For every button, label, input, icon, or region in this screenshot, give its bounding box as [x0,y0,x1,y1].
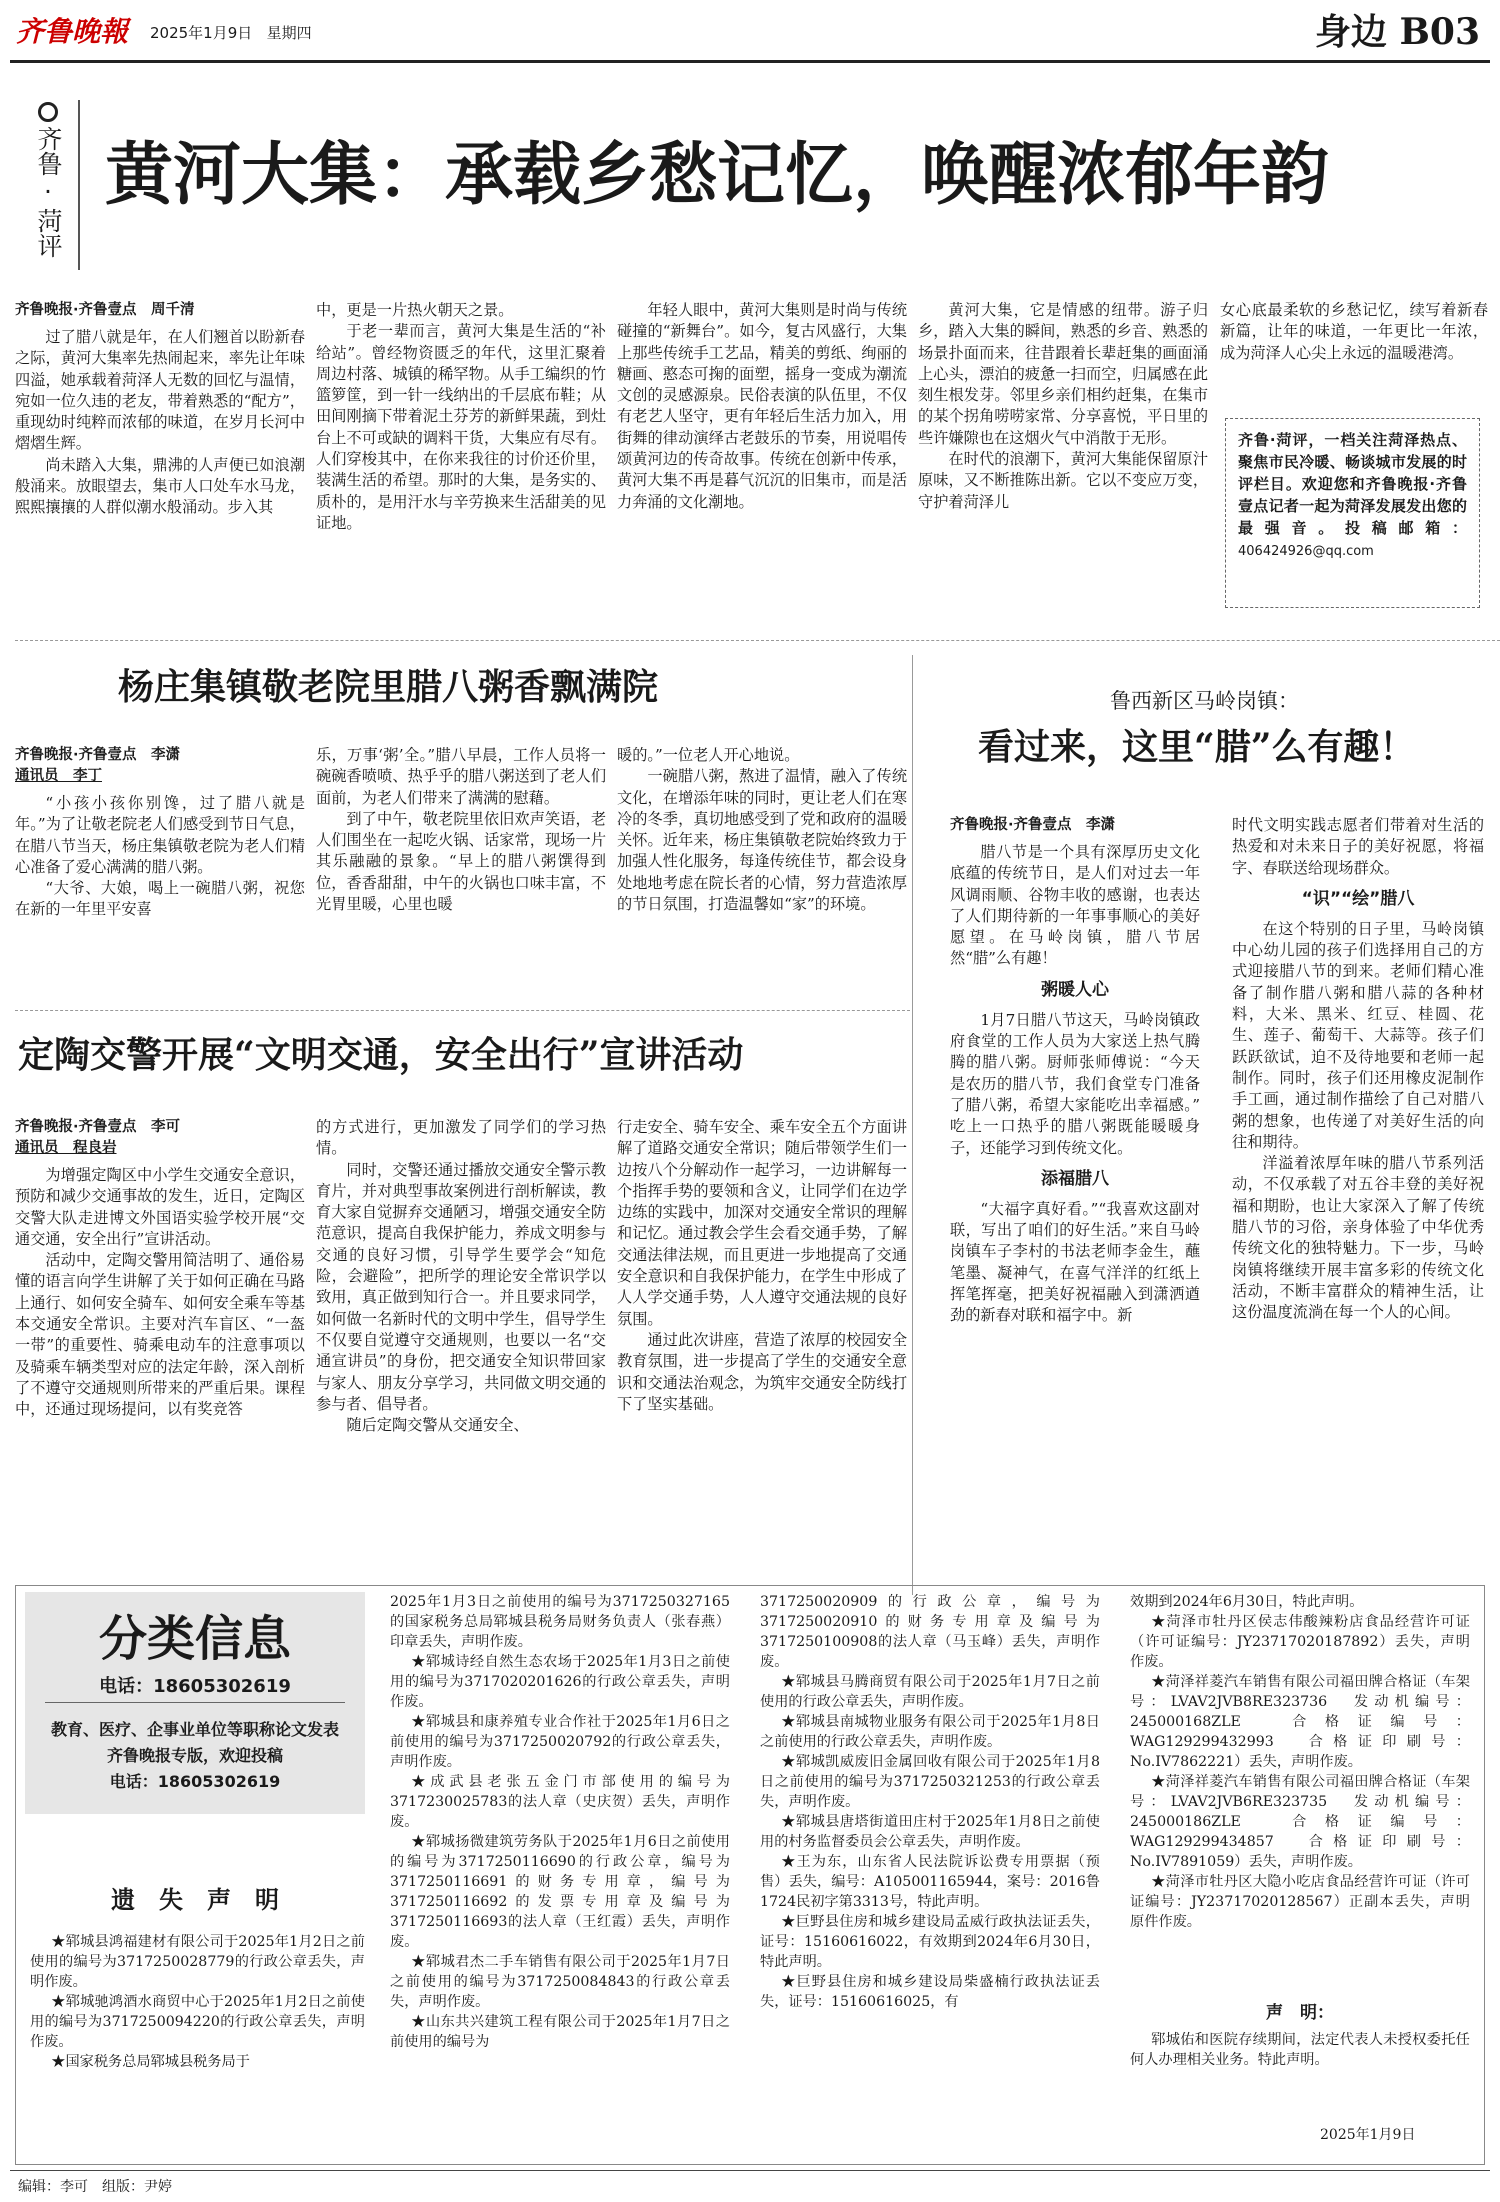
lost-notice-title: 遗 失 声 明 [111,1886,279,1914]
art2-col3 [617,745,907,990]
notice: 效期到2024年6月30日，特此声明。 [1130,1594,1364,1610]
notice: ★郓城县马腾商贸有限公司于2025年1月7日之前使用的行政公章丢失，声明作废。 [760,1674,1100,1710]
notice: ★菏泽祥菱汽车销售有限公司福田牌合格证（车架号：LVAV2JVB8RE323736 发动机编号：245000168ZLE 合格证编号：WAG129299432993 合格证印刷号：No.IV7862221）丢失，声明作废。 [1130,1674,1470,1770]
paragraph: 活动中，定陶交警用简洁明了、通俗易懂的语言向学生讲解了关于如何正确在马路上通行、如何安全骑车、如何安全乘车等基本交通安全常识。主要对汽车盲区、“一盔一带”的重要性、骑乘电动车的注意事项以及骑乘车辆类型对应的法定年龄，深入剖析了不遵守交通规则所带来的严重后果。课程中，还通过现场提问，以有奖竞答 [15,1251,305,1419]
tag-circle-icon [38,102,58,122]
paragraph: 过了腊八就是年，在人们翘首以盼新春之际，黄河大集率先热闹起来，率先让年味四溢，她承载着菏泽人无数的回忆与温情，宛如一位久违的老友，带着熟悉的“配方”，重现幼时纯粹而浓郁的味道，在岁月长河中熠熠生辉。 [15,328,305,453]
notice: ★郓城县鸿福建材有限公司于2025年1月2日之前使用的编号为3717250028779的行政公章丢失，声明作废。 [30,1934,365,1990]
column-tag [28,102,68,258]
art3-col1 [15,1117,305,1587]
paragraph: 暖的。”一位老人开心地说。 [617,746,800,764]
footer-rule [10,2170,1490,2171]
notice: ★王为东，山东省人民法院诉讼费专用票据（预售）丢失，编号：A105001165944，案号：2016鲁1724民初字第3313号，特此声明。 [760,1854,1100,1910]
byline-text: 齐鲁晚报·齐鲁壹点 李潇 [15,747,181,763]
art3-byline [15,1117,305,1159]
notice: 2025年1月3日之前使用的编号为3717250327165的国家税务总局郓城县税务局财务负责人（张春燕）印章丢失，声明作废。 [390,1594,730,1650]
notice: ★郓城诗经自然生态农场于2025年1月3日之前使用的编号为3717020201626的行政公章丢失，声明作废。 [390,1654,730,1710]
paragraph: 到了中午，敬老院里依旧欢声笑语，老人们围坐在一起吃火锅、话家常，现场一片其乐融融的景象。“早上的腊八粥馔得到位，香香甜甜，中午的火锅也口味丰富，不光胃里暖，心里也暖 [316,809,606,914]
promo-email: 406424926@qq.com [1238,544,1374,559]
art3-col3 [617,1117,907,1587]
art1-title: 黄河大集：承载乡愁记忆，唤醒浓郁年韵 [105,135,1330,215]
paragraph: 年轻人眼中，黄河大集则是时尚与传统碰撞的“新舞台”。如今，复古风盛行，大集上那些传统手工艺品，精美的剪纸、绚丽的糖画、憨态可掬的面塑，摇身一变成为潮流文创的灵感源泉。民俗表演的队伍里，不仅有老艺人坚守，更有年轻后生活力加入，用街舞的律动演绎古老鼓乐的节奏，用说唱传颂黄河边的传奇故事。传统在创新中传承，黄河大集不再是暮气沉沉的旧集市，而是活力奔涌的文化潮地。 [617,301,907,511]
notice: ★郓城驰鸿酒水商贸中心于2025年1月2日之前使用的编号为3717250094220的行政公章丢失，声明作废。 [30,1994,365,2050]
tag-line1: 齐鲁 [34,126,63,176]
paragraph: 通过此次讲座，营造了浓厚的校园安全教育氛围，进一步提高了学生的交通安全意识和交通法治观念，为筑牢交通安全防线打下了坚实基础。 [617,1330,907,1413]
art3-title: 定陶交警开展“文明交通，安全出行”宣讲活动 [18,1034,744,1076]
paragraph: 在这个特别的日子里，马岭岗镇中心幼儿园的孩子们选择用自己的方式迎接腊八节的到来。老师们精心准备了制作腊八粥和腊八蒜的各种材料，大米、黑米、红豆、桂圆、花生、莲子、葡萄干、大蒜等。孩子们跃跃欲试，迫不及待地要和老师一起制作。同时，孩子们还用橡皮泥制作手工画，通过制作描绘了自己对腊八粥的想象，也传递了对美好生活的向往和期待。 [1232,919,1484,1151]
classified-col2 [390,1592,730,2157]
header-rule [10,60,1490,63]
art4-col2 [1232,815,1484,1590]
notice: ★郓城县南城物业服务有限公司于2025年1月8日之前使用的行政公章丢失，声明作废。 [760,1714,1100,1750]
notice: ★巨野县住房和城乡建设局孟威行政执法证丢失，证号：15160616022，有效期到2024年6月30日，特此声明。 [760,1914,1100,1970]
paragraph: 乐，万事‘粥’全。”腊八早晨，工作人员将一碗碗香喷喷、热乎乎的腊八粥送到了老人们面前，为老人们带来了满满的慰藉。 [316,746,606,807]
art4-title: 看过来，这里“腊”么有趣！ [978,726,1416,768]
paragraph: 黄河大集，它是情感的纽带。游子归乡，踏入大集的瞬间，熟悉的乡音、熟悉的场景扑面而来，往昔跟着长辈赶集的画面涌上心头，漂泊的疲惫一扫而空，归属感在此刻生根发芽。邻里乡亲们相约赶集，在集市的某个拐角唠唠家常、分享喜悦，平日里的些许嫌隙也在这烟火气中消散于无形。 [918,301,1208,447]
issue-date [150,22,312,43]
classified-col4 [1130,1592,1470,1992]
art4-kicker: 鲁西新区马岭岗镇： [1110,689,1299,713]
declaration-text [1130,2030,1470,2120]
byline-text: 齐鲁晚报·齐鲁壹点 李可 [15,1119,181,1135]
footer-credits: 编辑：李可 组版：尹婷 [18,2179,172,2195]
art3-col2 [316,1117,606,1587]
paragraph: 随后定陶交警从交通安全、 [346,1416,529,1435]
divider [912,655,913,1595]
notice: ★菏泽祥菱汽车销售有限公司福田牌合格证（车架号：LVAV2JVB6RE323735 发动机编号：245000186ZLE 合格证编号：WAG129299434857 合格证印刷号：No.IV7891059）丢失，声明作废。 [1130,1774,1470,1870]
art4-subhead: 添福腊八 [1041,1168,1109,1189]
paragraph: 女心底最柔软的乡愁记忆，续写着新春新篇，让年的味道，一年更比一年浓，成为菏泽人心尖上永远的温暖港湾。 [1220,301,1488,362]
weekday-text: 星期四 [266,24,312,42]
art1-col1 [15,300,305,620]
art2-col2 [316,745,606,990]
paragraph: 1月7日腊八节这天，马岭岗镇政府食堂的工作人员为大家送上热气腾腾的腊八粥。厨师张师傅说：“今天是农历的腊八节，我们食堂专门准备了腊八粥，希望大家能吃出幸福感。” 吃上一口热乎的腊八粥既能暖暖身子，还能学习到传统文化。 [950,1010,1216,1157]
promo-text: 齐鲁·菏评，一档关注菏泽热点、聚焦市民冷暖、畅谈城市发展的时评栏目。欢迎您和齐鲁晚报·齐鲁壹点记者一起为菏泽发展发出您的最强音。投稿邮箱： [1238,431,1467,537]
notice: ★郓城县唐塔街道田庄村于2025年1月8日之前使用的村务监督委员会公章丢失，声明作废。 [760,1814,1100,1850]
tag-line2: 菏评 [34,208,63,258]
section-name: 身边 [1314,11,1387,53]
classified-col1 [30,1932,365,2157]
byline-reporter: 通讯员 李丁 [15,768,102,784]
notice: ★成武县老张五金门市部使用的编号为3717230025783的法人章（史庆贺）丢失，声明作废。 [390,1774,730,1830]
art2-title: 杨庄集镇敬老院里腊八粥香飘满院 [118,666,659,708]
classified-header [25,1592,365,1814]
art2-col1 [15,745,305,990]
art1-byline: 齐鲁晚报·齐鲁壹点 周千清 [15,302,195,318]
art2-byline [15,745,305,787]
paragraph: 尚未踏入大集，鼎沸的人声便已如浪潮般涌来。放眼望去，集市人口处车水马龙，熙熙攘攘的人群似潮水般涌动。步入其 [15,455,305,517]
classified-ad-line3: 电话：18605302619 [109,1772,281,1791]
notice: ★菏泽市牡丹区大隐小吃店食品经营许可证（许可证编号：JY23717020128567）正副本丢失，声明原件作废。 [1130,1874,1470,1930]
tag-dot: · [44,177,52,206]
paragraph: 于老一辈而言，黄河大集是生活的“补给站”。曾经物资匮乏的年代，这里汇聚着周边村落、城镇的稀罕物。从手工编织的竹篮箩筐，到一针一线纳出的千层底布鞋；从田间刚摘下带着泥土芬芳的新鲜果蔬，到灶台上不可或缺的调料干货，大集应有尽有。人们穿梭其中，在你来我往的讨价还价里，装满生活的希望。那时的大集，是务实的、质朴的，是用汗水与辛劳换来生活甜美的见证地。 [316,322,606,532]
paragraph: 腊八节是一个具有深厚历史文化底蕴的传统节日，是人们对过去一年风调雨顺、谷物丰收的感谢，也表达了人们期待新的一年事事顺心的美好愿望。在马岭岗镇，腊八节居然“腊”么有趣！ [950,843,1200,968]
notice: ★郓城县和康养殖专业合作社于2025年1月6日之前使用的编号为3717250020792的行政公章丢失，声明作废。 [390,1714,730,1770]
classified-ad-line1: 教育、医疗、企事业单位等职称论文发表 [50,1720,339,1739]
declaration-date: 2025年1月9日 [1320,2127,1416,2143]
paragraph: 行走安全、骑车安全、乘车安全五个方面讲解了道路交通安全常识；随后带领学生们一边按八个分解动作一起学习，一边讲解每一个指挥手势的要领和含义，让同学们在边学边练的实践中，加深对交通安全常识的理解和记忆。通过教会学生会看交通手势，了解交通法律法规，而且更进一步地提高了交通安全意识和自我保护能力，在学生中形成了人人学交通手势，人人遵守交通法规的良好氛围。 [617,1118,907,1328]
divider [15,640,1500,641]
page-number: B03 [1399,11,1480,53]
paragraph: “大爷、大娘，喝上一碗腊八粥，祝您在新的一年里平安喜 [15,879,305,919]
art4-col1 [950,815,1216,1590]
divider [15,1010,910,1011]
paragraph: 洋溢着浓厚年味的腊八节系列活动，不仅承载了对五谷丰登的美好祝福和期盼，也让大家深入了解了传统腊八节的习俗，亲身体验了中华优秀传统文化的独特魅力。下一步，马岭岗镇将继续开展丰富多彩的传统文化活动，不断丰富群众的精神生活，让这份温度流淌在每一个人的心间。 [1232,1154,1484,1322]
paragraph: 中，更是一片热火朝天之景。 [316,301,514,319]
paragraph: 同时，交警还通过播放交通安全警示教育片，并对典型事故案例进行剖析解读，教育大家自觉摒弃交通陋习，增强交通安全防范意识，提高自我保护能力，养成文明参与交通的良好习惯，引导学生要学会“知危险，会避险”，把所学的理论安全常识学以致用，真正做到知行合一。并且要求同学，如何做一名新时代的文明中学生，倡导学生不仅要自觉遵守交通规则，也要以一名“交通宣讲员”的身份，把交通安全知识带回家与家人、朋友分享学习，共同做文明交通的参与者、倡导者。 [316,1160,606,1413]
classified-ad-line2: 齐鲁晚报专版，欢迎投稿 [106,1746,283,1765]
notice: 郓城佑和医院存续期间，法定代表人未授权委托任何人办理相关业务。特此声明。 [1130,2032,1470,2068]
notice: ★国家税务总局郓城县税务局于 [51,2054,250,2070]
date-text: 2025年1月9日 [150,24,253,42]
notice: 3717250020909的行政公章，编号为3717250020910的财务专用章及编号为3717250100908的法人章（马玉峰）丢失，声明作废。 [760,1594,1100,1670]
notice: ★郓城君杰二手车销售有限公司于2025年1月7日之前使用的编号为3717250084843的行政公章丢失，声明作废。 [390,1954,730,2010]
art4-byline: 齐鲁晚报·齐鲁壹点 李潇 [950,817,1116,833]
art1-col5 [1220,300,1488,410]
notice: ★山东共兴建筑工程有限公司于2025年1月7日之前使用的编号为 [390,2014,730,2050]
art4-subhead: 粥暖人心 [1041,979,1109,1000]
promo-box [1225,418,1480,608]
classified-phone: 电话：18605302619 [45,1672,345,1703]
masthead-logo: 齐鲁晚報 [16,15,129,48]
notice: ★郓城扬微建筑劳务队于2025年1月6日之前使用的编号为3717250116690的行政公章，编号为3717250116691的财务专用章，编号为3717250116692的发票专用章及编号为3717250116693的法人章（王红霞）丢失，声明作废。 [390,1834,730,1950]
notice: ★郓城凯威废旧金属回收有限公司于2025年1月8日之前使用的编号为3717250321253的行政公章丢失，声明作废。 [760,1754,1100,1810]
paragraph: “小孩小孩你别馋，过了腊八就是年。”为了让敬老院老人们感受到节日气息，在腊八节当天，杨庄集镇敬老院为老人们精心准备了爱心满满的腊八粥。 [15,794,305,876]
notice: ★菏泽市牡丹区侯志伟酸辣粉店食品经营许可证（许可证编号：JY23717020187892）丢失，声明作废。 [1130,1614,1470,1670]
paragraph: 为增强定陶区中小学生交通安全意识，预防和减少交通事故的发生，近日，定陶区交警大队走进博文外国语实验学校开展“交通交通，安全出行”宣讲活动。 [15,1166,305,1248]
paragraph: 的方式进行，更加激发了同学们的学习热情。 [316,1118,606,1158]
paragraph: 时代文明实践志愿者们带着对生活的热爱和对未来日子的美好祝愿，将福字、春联送给现场群众。 [1232,816,1484,877]
classified-title: 分类信息 [98,1611,291,1667]
declaration-title: 声 明： [1266,2003,1334,2023]
art1-col3 [617,300,907,620]
notice: ★巨野县住房和城乡建设局柴盛楠行政执法证丢失，证号：15160616025，有 [760,1974,1100,2010]
art4-subhead: “识”“绘”腊八 [1301,888,1415,909]
byline-reporter: 通讯员 程良岩 [15,1140,117,1156]
paragraph: 在时代的浪潮下，黄河大集能保留原汁原味，又不断推陈出新。它以不变应万变，守护着菏泽儿 [918,450,1208,511]
classified-col3 [760,1592,1100,2157]
tag-divider [78,100,80,270]
art1-col4 [918,300,1208,620]
page-section [1315,8,1480,56]
art1-col2 [316,300,606,620]
paragraph: “大福字真好看。”“我喜欢这副对联，写出了咱们的好生活。”来自马岭岗镇车子李村的书法老师李金生，蘸笔墨、凝神气，在喜气洋洋的红纸上挥笔挥毫，把美好祝福融入到潇洒遒劲的新春对联和福字中。新 [950,1199,1200,1325]
paragraph: 一碗腊八粥，熬进了温情，融入了传统文化，在增添年味的同时，更让老人们在寒冷的冬季，真切地感受到了党和政府的温暖关怀。近年来，杨庄集镇敬老院始终致力于加强人性化服务，每逢传统佳节，都会设身处地地考虑在院长者的心情，努力营造浓厚的节日氛围，打造温馨如“家”的环境。 [617,767,907,914]
